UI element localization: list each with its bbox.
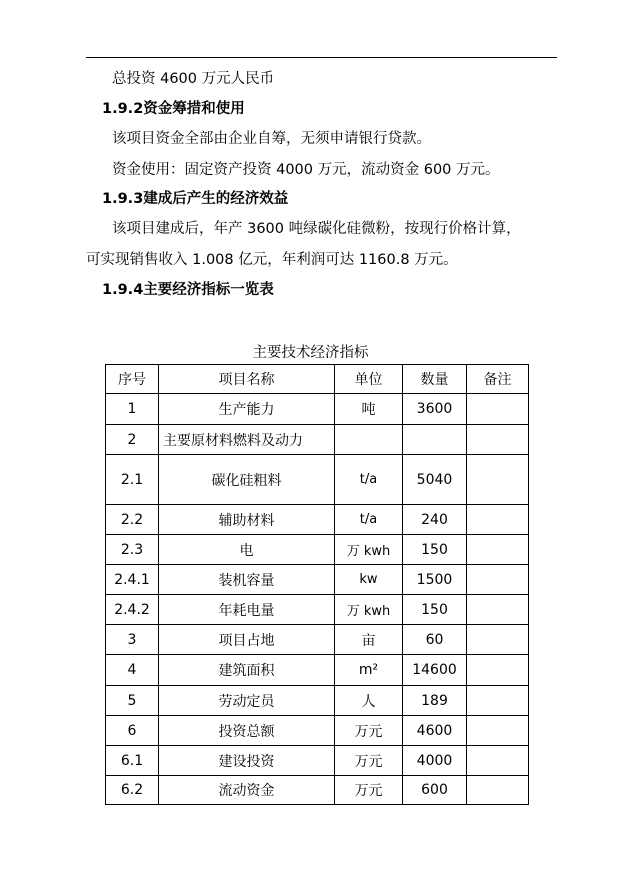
unit-cell xyxy=(335,425,403,455)
item-name-cell: 装机容量 xyxy=(159,565,335,595)
benefit-text-line1: 该项目建成后，年产 3600 吨绿碳化硅微粉，按现行价格计算， xyxy=(112,221,521,237)
note-cell xyxy=(467,776,529,805)
table-caption: 主要技术经济指标 xyxy=(252,345,369,361)
item-name-cell: 主要原材料燃料及动力 xyxy=(159,425,335,455)
unit-cell: 万元 xyxy=(335,716,403,746)
quantity-cell: 150 xyxy=(403,595,467,625)
note-cell xyxy=(467,655,529,686)
funding-source-text: 该项目资金全部由企业自筹，无须申请银行贷款。 xyxy=(112,131,431,147)
unit-cell: 万元 xyxy=(335,776,403,805)
item-name-cell: 劳动定员 xyxy=(159,686,335,716)
table-row xyxy=(106,425,529,455)
unit-cell: 吨 xyxy=(335,394,403,425)
unit-cell: 万元 xyxy=(335,746,403,776)
row-number-cell: 4 xyxy=(106,655,159,686)
note-cell xyxy=(467,455,529,505)
item-name-cell: 项目占地 xyxy=(159,625,335,655)
benefit-text-line2: 可实现销售收入 1.008 亿元，年利润可达 1160.8 万元。 xyxy=(86,252,458,268)
note-cell xyxy=(467,595,529,625)
row-number-cell: 2.4.2 xyxy=(106,595,159,625)
row-number-cell: 5 xyxy=(106,686,159,716)
row-number-cell: 2.1 xyxy=(106,455,159,505)
item-name-cell: 投资总额 xyxy=(159,716,335,746)
quantity-cell: 600 xyxy=(403,776,467,805)
item-name-cell: 电 xyxy=(159,535,335,565)
section-heading-1-9-2: 1.9.2资金筹措和使用 xyxy=(102,101,245,117)
table-row xyxy=(106,716,529,746)
header-cell-qty: 数量 xyxy=(403,365,467,394)
quantity-cell: 4600 xyxy=(403,716,467,746)
section-heading-1-9-3: 1.9.3建成后产生的经济效益 xyxy=(102,191,289,207)
table-row xyxy=(106,625,529,655)
quantity-cell: 4000 xyxy=(403,746,467,776)
row-number-cell: 6.2 xyxy=(106,776,159,805)
note-cell xyxy=(467,394,529,425)
section-heading-1-9-4: 1.9.4主要经济指标一览表 xyxy=(102,282,274,298)
row-number-cell: 1 xyxy=(106,394,159,425)
table-row xyxy=(106,776,529,805)
note-cell xyxy=(467,565,529,595)
item-name-cell: 流动资金 xyxy=(159,776,335,805)
row-number-cell: 3 xyxy=(106,625,159,655)
economic-indicators-table xyxy=(105,364,529,805)
table-row xyxy=(106,535,529,565)
table-row xyxy=(106,505,529,535)
table-header-row xyxy=(106,365,529,394)
header-cell-unit: 单位 xyxy=(335,365,403,394)
quantity-cell: 1500 xyxy=(403,565,467,595)
quantity-cell: 5040 xyxy=(403,455,467,505)
row-number-cell: 6 xyxy=(106,716,159,746)
unit-cell: 亩 xyxy=(335,625,403,655)
unit-cell: t/a xyxy=(335,505,403,535)
quantity-cell: 14600 xyxy=(403,655,467,686)
item-name-cell: 碳化硅粗料 xyxy=(159,455,335,505)
quantity-cell: 240 xyxy=(403,505,467,535)
table-row xyxy=(106,565,529,595)
unit-cell: 人 xyxy=(335,686,403,716)
row-number-cell: 2.3 xyxy=(106,535,159,565)
quantity-cell xyxy=(403,425,467,455)
note-cell xyxy=(467,425,529,455)
note-cell xyxy=(467,625,529,655)
table-row xyxy=(106,455,529,505)
quantity-cell: 3600 xyxy=(403,394,467,425)
note-cell xyxy=(467,716,529,746)
unit-cell: 万 kwh xyxy=(335,535,403,565)
table-row xyxy=(106,686,529,716)
header-rule xyxy=(86,57,557,58)
table-row xyxy=(106,655,529,686)
unit-cell: m² xyxy=(335,655,403,686)
table-row xyxy=(106,595,529,625)
row-number-cell: 6.1 xyxy=(106,746,159,776)
note-cell xyxy=(467,686,529,716)
unit-cell: kw xyxy=(335,565,403,595)
header-cell-no: 序号 xyxy=(106,365,159,394)
fund-use-text: 资金使用：固定资产投资 4000 万元，流动资金 600 万元。 xyxy=(112,162,500,178)
total-investment-text: 总投资 4600 万元人民币 xyxy=(112,71,275,87)
quantity-cell: 189 xyxy=(403,686,467,716)
item-name-cell: 辅助材料 xyxy=(159,505,335,535)
unit-cell: 万 kwh xyxy=(335,595,403,625)
item-name-cell: 建筑面积 xyxy=(159,655,335,686)
table-row xyxy=(106,394,529,425)
header-cell-note: 备注 xyxy=(467,365,529,394)
note-cell xyxy=(467,746,529,776)
table-row xyxy=(106,746,529,776)
item-name-cell: 年耗电量 xyxy=(159,595,335,625)
row-number-cell: 2.4.1 xyxy=(106,565,159,595)
quantity-cell: 60 xyxy=(403,625,467,655)
quantity-cell: 150 xyxy=(403,535,467,565)
row-number-cell: 2 xyxy=(106,425,159,455)
row-number-cell: 2.2 xyxy=(106,505,159,535)
item-name-cell: 建设投资 xyxy=(159,746,335,776)
header-cell-name: 项目名称 xyxy=(159,365,335,394)
note-cell xyxy=(467,535,529,565)
unit-cell: t/a xyxy=(335,455,403,505)
item-name-cell: 生产能力 xyxy=(159,394,335,425)
note-cell xyxy=(467,505,529,535)
